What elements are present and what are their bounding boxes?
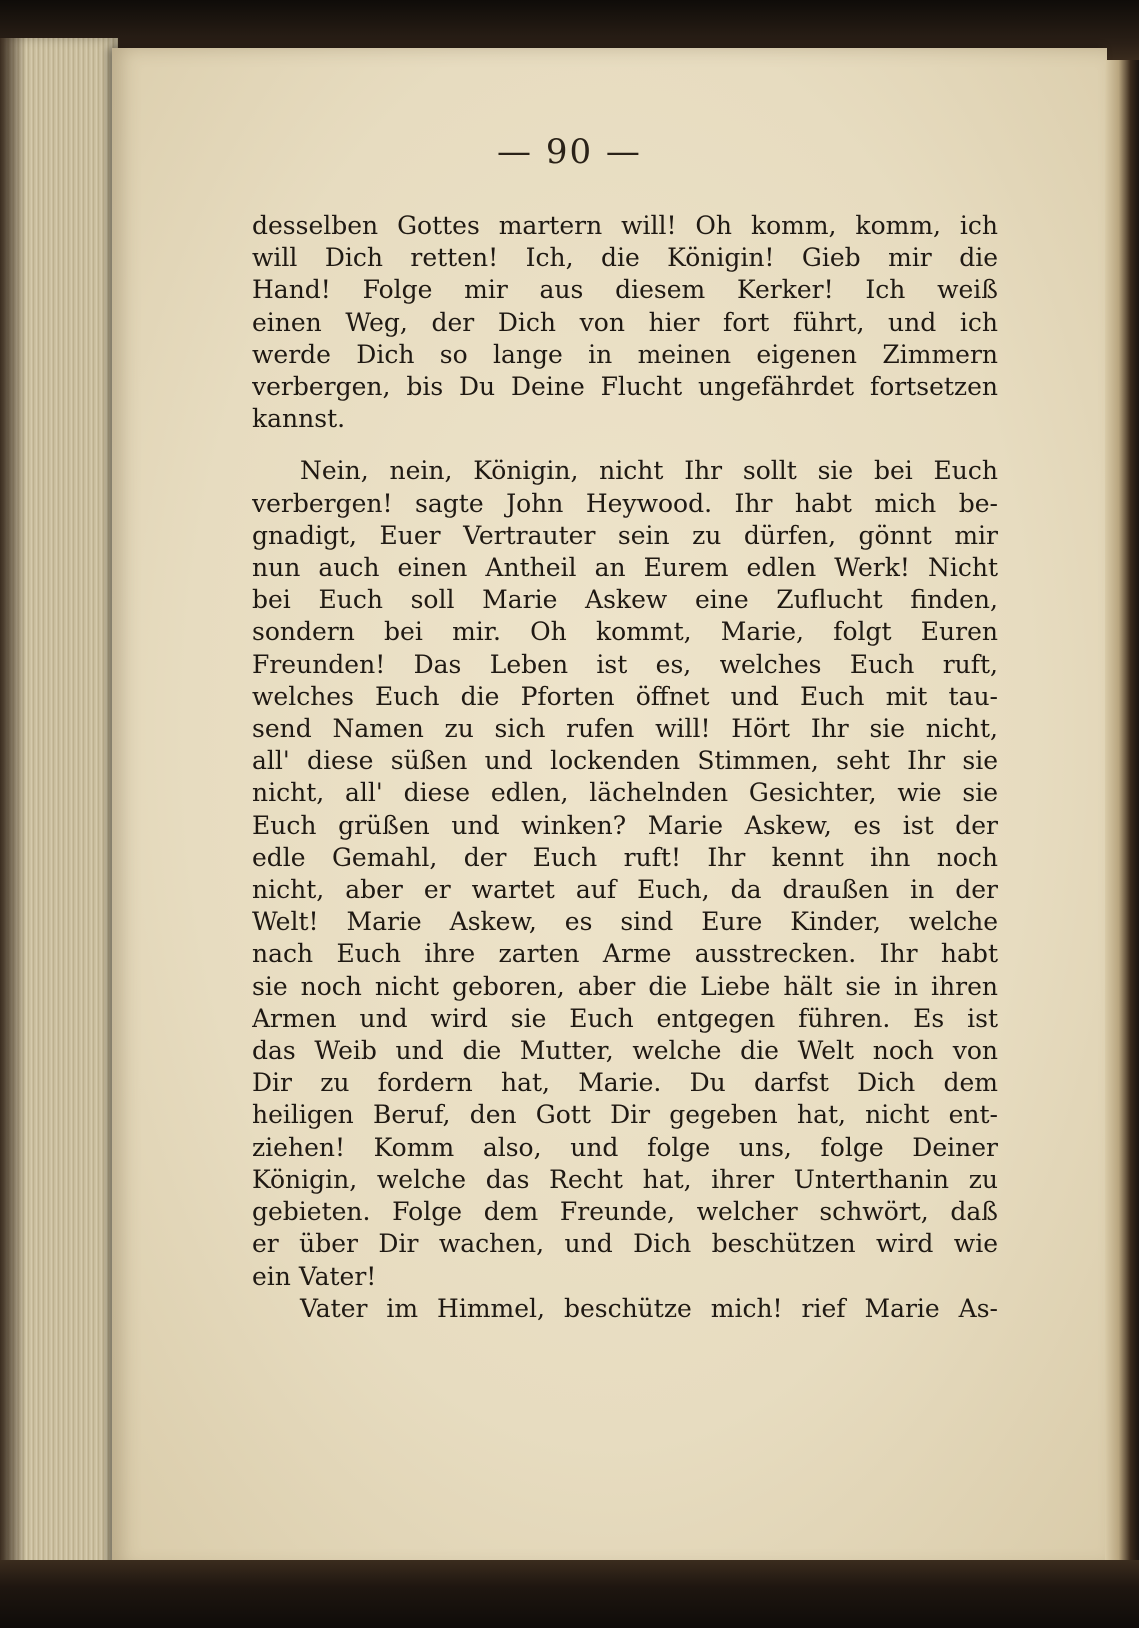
page-number: — 90 — [497, 132, 642, 172]
text-line: gebieten. Folge dem Freunde, welcher schwört, daß [252, 1197, 998, 1227]
text-line: desselben Gottes martern will! Oh komm, komm, ich [252, 211, 998, 240]
text-line: Nein, nein, Königin, nicht Ihr sollt sie bei Euch [300, 456, 998, 486]
text-line: heiligen Beruf, den Gott Dir gegeben hat, nicht ent- [252, 1100, 998, 1130]
text-line: Euch grüßen und winken? Marie Askew, es ist der [252, 810, 998, 840]
text-line: edle Gemahl, der Euch ruft! Ihr kennt ihn noch [252, 842, 998, 872]
text-line: werde Dich so lange in meinen eigenen Zimmern [252, 339, 998, 369]
page-body-text [252, 210, 998, 1325]
text-line: einen Weg, der Dich von hier fort führt, und ich [252, 307, 998, 337]
text-line: welches Euch die Pforten öffnet und Euch mit tau- [252, 681, 998, 711]
text-line: all' diese süßen und lockenden Stimmen, seht Ihr sie [252, 746, 998, 776]
text-line: sie noch nicht geboren, aber die Liebe hält sie in ihren [252, 971, 998, 1001]
text-line: ein Vater! [252, 1261, 377, 1291]
paragraph-2 [252, 455, 998, 1292]
text-line: Armen und wird sie Euch entgegen führen. Es ist [252, 1003, 998, 1033]
text-line: gnadigt, Euer Vertrauter sein zu dürfen, gönnt mir [252, 520, 998, 550]
text-line: Welt! Marie Askew, es sind Eure Kinder, welche [252, 907, 998, 937]
facing-page-edge [1105, 60, 1139, 1560]
text-line: ziehen! Komm also, und folge uns, folge Deiner [252, 1132, 998, 1162]
text-line: nun auch einen Antheil an Eurem edlen Werk! Nicht [252, 553, 998, 583]
text-line: Königin, welche das Recht hat, ihrer Unterthanin zu [252, 1164, 998, 1194]
text-line: send Namen zu sich rufen will! Hört Ihr sie nicht, [252, 714, 998, 744]
text-line: Freunden! Das Leben ist es, welches Euch ruft, [252, 649, 998, 679]
text-line: nicht, all' diese edlen, lächelnden Gesichter, wie sie [252, 778, 998, 808]
text-line: bei Euch soll Marie Askew eine Zuflucht finden, [252, 585, 998, 615]
book-binding-bottom [0, 1560, 1139, 1628]
text-line: verbergen! sagte John Heywood. Ihr habt mich be- [252, 488, 998, 518]
spine-shadow [0, 38, 26, 1578]
paragraph-3 [252, 1293, 998, 1325]
text-line: Hand! Folge mir aus diesem Kerker! Ich weiß [252, 275, 998, 305]
text-line: nach Euch ihre zarten Arme ausstrecken. Ihr habt [252, 939, 998, 969]
paragraph-1 [252, 210, 998, 435]
text-line: verbergen, bis Du Deine Flucht ungefährdet fortsetzen [252, 372, 998, 402]
text-line: will Dich retten! Ich, die Königin! Gieb mir die [252, 243, 998, 273]
text-line: sondern bei mir. Oh kommt, Marie, folgt Euren [252, 617, 998, 647]
text-line: Dir zu fordern hat, Marie. Du darfst Dich dem [252, 1068, 998, 1098]
text-line: das Weib und die Mutter, welche die Welt noch von [252, 1036, 998, 1066]
text-line: er über Dir wachen, und Dich beschützen wird wie [252, 1229, 998, 1259]
text-line: Vater im Himmel, beschütze mich! rief Marie As- [300, 1293, 998, 1323]
text-line: kannst. [252, 404, 346, 434]
text-line: nicht, aber er wartet auf Euch, da draußen in der [252, 875, 998, 905]
